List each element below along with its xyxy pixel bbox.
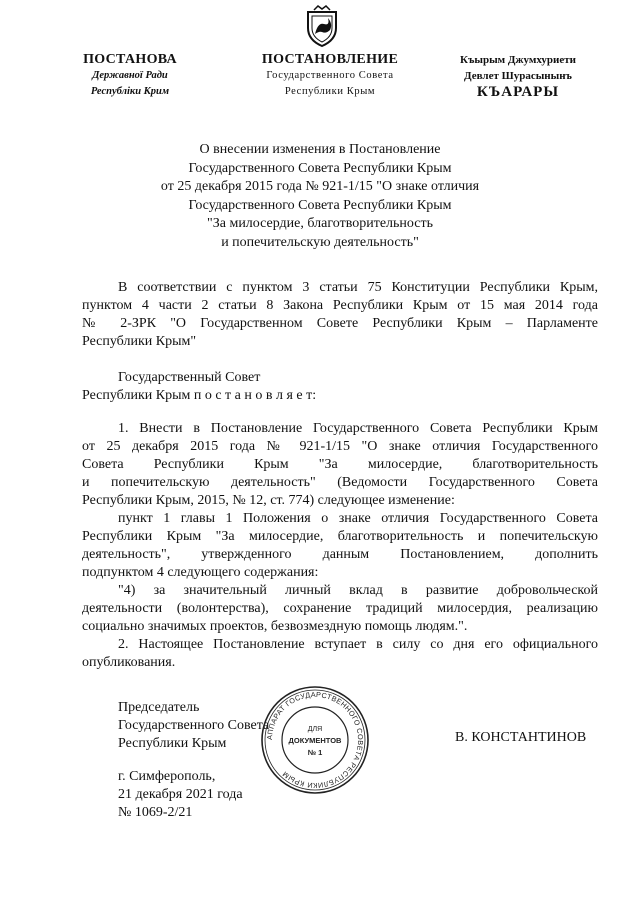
document-title bbox=[0, 141, 640, 252]
body-line: социально значимых проектов, безвозмездную помощь людям.". bbox=[82, 619, 468, 634]
stamp-line2: ДОКУМЕНТОВ bbox=[288, 736, 342, 745]
body-line: пункт 1 главы 1 Положения о знаке отличия Государственного Совета bbox=[118, 511, 598, 526]
header-left-title: ПОСТАНОВА bbox=[83, 52, 177, 67]
title-line: от 25 декабря 2015 года № 921-1/15 "О знаке отличия bbox=[160, 179, 480, 194]
body-line: 1. Внести в Постановление Государственного Совета Республики Крым bbox=[118, 421, 598, 436]
title-line: Государственного Совета Республики Крым bbox=[188, 197, 452, 213]
header-center-title: ПОСТАНОВЛЕНИЕ bbox=[261, 52, 399, 67]
body-line: и попечительскую деятельность" (Ведомости Государственного Совета bbox=[82, 475, 598, 490]
resolution-body bbox=[82, 420, 598, 672]
coat-of-arms-icon bbox=[300, 4, 344, 48]
header-right-line2: Девлет Шурасынынъ bbox=[464, 70, 572, 82]
title-line: О внесении изменения в Постановление bbox=[199, 142, 441, 157]
position-line: Председатель bbox=[118, 700, 200, 715]
header-center-line1: Государственного Совета bbox=[266, 70, 394, 81]
resolves-line: Государственный Совет bbox=[118, 370, 261, 385]
stamp-ring-text: АППАРАТ ГОСУДАРСТВЕННОГО СОВЕТА РЕСПУБЛИКИ КРЫМ bbox=[264, 689, 366, 791]
header-right-title: КЪАРАРЫ bbox=[476, 84, 560, 100]
body-line: Республики Крым, 2015, № 12, ст. 774) следующее изменение: bbox=[82, 493, 455, 508]
preamble-line: пунктом 4 части 2 статьи 8 Закона Республики Крым от 15 мая 2014 года bbox=[82, 298, 598, 313]
body-line: от 25 декабря 2015 года № 921-1/15 "О знаке отличия Государственного bbox=[82, 439, 598, 454]
header-left bbox=[70, 52, 190, 100]
header-center bbox=[245, 52, 415, 100]
body-line: 2. Настоящее Постановление вступает в силу со дня его официального bbox=[118, 637, 598, 652]
body-line: "4) за значительный личный вклад в развитие добровольческой bbox=[118, 583, 598, 598]
footer-date: 21 декабря 2021 года bbox=[118, 787, 243, 802]
position-line: Республики Крым bbox=[118, 736, 227, 751]
body-line: подпунктом 4 следующего содержания: bbox=[82, 565, 319, 580]
title-line: "За милосердие, благотворительность bbox=[207, 216, 433, 231]
signatory-name: В. КОНСТАНТИНОВ bbox=[455, 730, 587, 745]
resolution-intro bbox=[82, 369, 598, 405]
header-right bbox=[448, 52, 588, 100]
stamp-line3: № 1 bbox=[307, 748, 323, 757]
stamp-line1: ДЛЯ bbox=[307, 726, 323, 733]
footer-city: г. Симферополь, bbox=[118, 769, 216, 784]
document-footer bbox=[118, 768, 318, 822]
header-right-line1: Къырым Джумхуриети bbox=[460, 54, 576, 66]
resolves-line: Республики Крым п о с т а н о в л я е т: bbox=[82, 388, 317, 403]
body-line: деятельности (волонтерства), сохранение традиций милосердия, реализацию bbox=[82, 601, 598, 616]
header-left-line1: Державної Ради bbox=[92, 70, 168, 81]
body-line: деятельность", утвержденного данным Постановлением, дополнить bbox=[82, 547, 598, 562]
preamble-line: № 2-ЗРК "О Государственном Совете Республики Крым – Парламенте bbox=[82, 316, 598, 331]
body-line: опубликования. bbox=[82, 655, 176, 670]
position-line: Государственного Совета bbox=[118, 718, 270, 733]
header-left-line2: Республіки Крим bbox=[90, 86, 170, 97]
header-center-line2: Республики Крым bbox=[284, 86, 376, 97]
footer-number: № 1069-2/21 bbox=[118, 805, 193, 820]
title-line: и попечительскую деятельность" bbox=[221, 234, 419, 250]
preamble-line: Республики Крым" bbox=[82, 334, 197, 349]
body-line: Совета Республики Крым "За милосердие, благотворительность bbox=[82, 457, 598, 472]
preamble-line: В соответствии с пунктом 3 статьи 75 Конституции Республики Крым, bbox=[118, 280, 598, 295]
title-line: Государственного Совета Республики Крым bbox=[188, 160, 452, 176]
body-line: Республики Крым "За милосердие, благотворительность и попечительскую bbox=[82, 529, 598, 544]
preamble bbox=[82, 279, 598, 351]
crimea-emblem bbox=[300, 4, 344, 48]
